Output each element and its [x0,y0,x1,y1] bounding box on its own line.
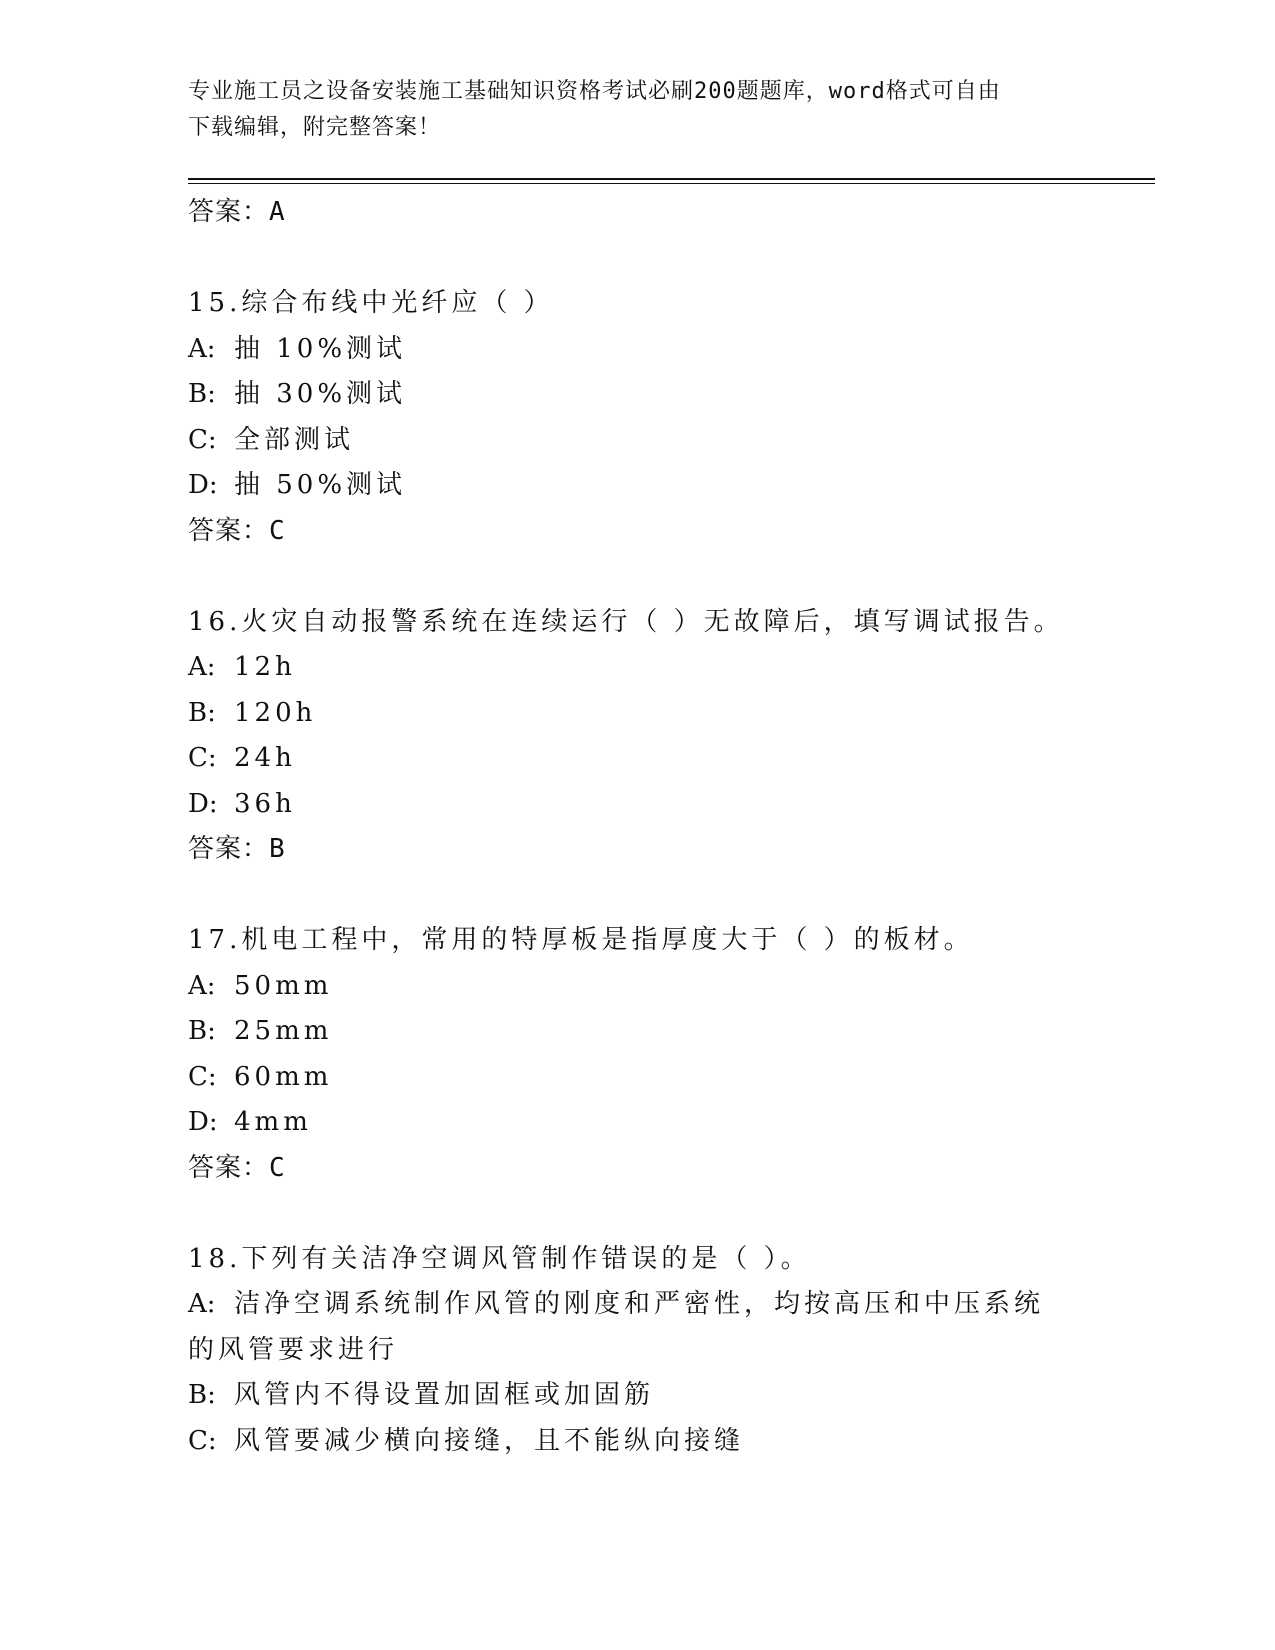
option-b [188,1009,1088,1055]
option-text: 36h [234,788,296,819]
header-divider-thick [188,178,1155,180]
option-letter: D: [188,788,218,819]
option-text: 60mm [234,1061,333,1092]
option-a [188,964,1088,1010]
question-stem: 17.机电工程中，常用的特厚板是指厚度大于（ ）的板材。 [188,925,974,955]
option-letter: A: [188,652,216,682]
option-letter: C: [188,1061,217,1092]
option-b [188,372,1088,418]
option-letter: A: [188,1289,216,1319]
question-stem: 16.火灾自动报警系统在连续运行（ ）无故障后，填写调试报告。 [188,606,1064,637]
question-stem: 15.综合布线中光纤应（ ） [188,288,554,318]
option-text: 120h [234,697,317,728]
option-a [188,1282,1068,1373]
question-17 [188,918,1088,1191]
option-c [188,418,1088,464]
header-title-line-2: 下载编辑，附完整答案！ [188,115,442,140]
option-a [188,327,1088,373]
question-stem: 18.下列有关洁净空调风管制作错误的是（ ）。 [188,1243,811,1274]
option-letter: B: [188,697,216,728]
option-text: 风管要减少横向接缝，且不能纵向接缝 [234,1425,745,1456]
option-letter: B: [188,379,216,409]
question-list [188,190,1088,1510]
option-b [188,691,1088,737]
option-text: 12h [234,652,296,682]
option-text: 25mm [234,1016,333,1046]
option-letter: B: [188,1016,216,1046]
option-letter: C: [188,1425,217,1456]
option-letter: A: [188,970,216,1001]
option-a [188,645,1088,691]
option-letter: C: [188,424,217,455]
option-letter: D: [188,470,218,500]
answer-line: 答案：C [188,515,286,546]
option-letter: A: [188,333,216,364]
option-b [188,1373,1088,1419]
option-d [188,782,1088,828]
question-16 [188,600,1088,873]
header-title-line-1: 专业施工员之设备安装施工基础知识资格考试必刷200题题库，word格式可自由 [188,79,1001,104]
option-d [188,463,1088,509]
option-text: 抽 10%测试 [234,333,407,364]
option-text: 4mm [234,1107,312,1137]
option-letter: D: [188,1107,218,1137]
option-c [188,1419,1088,1465]
question-18 [188,1237,1088,1465]
question-15 [188,281,1088,554]
option-d [188,1100,1088,1146]
document-header [188,74,1068,146]
option-letter: C: [188,743,217,773]
option-c [188,736,1088,782]
option-text: 抽 30%测试 [234,379,407,409]
option-text: 抽 50%测试 [234,470,407,500]
option-letter: B: [188,1380,216,1410]
header-divider-thin [188,183,1155,184]
option-c [188,1055,1088,1101]
previous-answer: 答案：A [188,197,286,227]
option-text: 洁净空调系统制作风管的刚度和严密性，均按高压和中压系统的风管要求进行 [188,1289,1045,1365]
option-text: 24h [234,743,296,773]
answer-line: 答案：C [188,1152,286,1183]
option-text: 风管内不得设置加固框或加固筋 [234,1380,655,1410]
option-text: 50mm [234,970,333,1001]
answer-line: 答案：B [188,834,286,864]
option-text: 全部测试 [234,424,355,455]
